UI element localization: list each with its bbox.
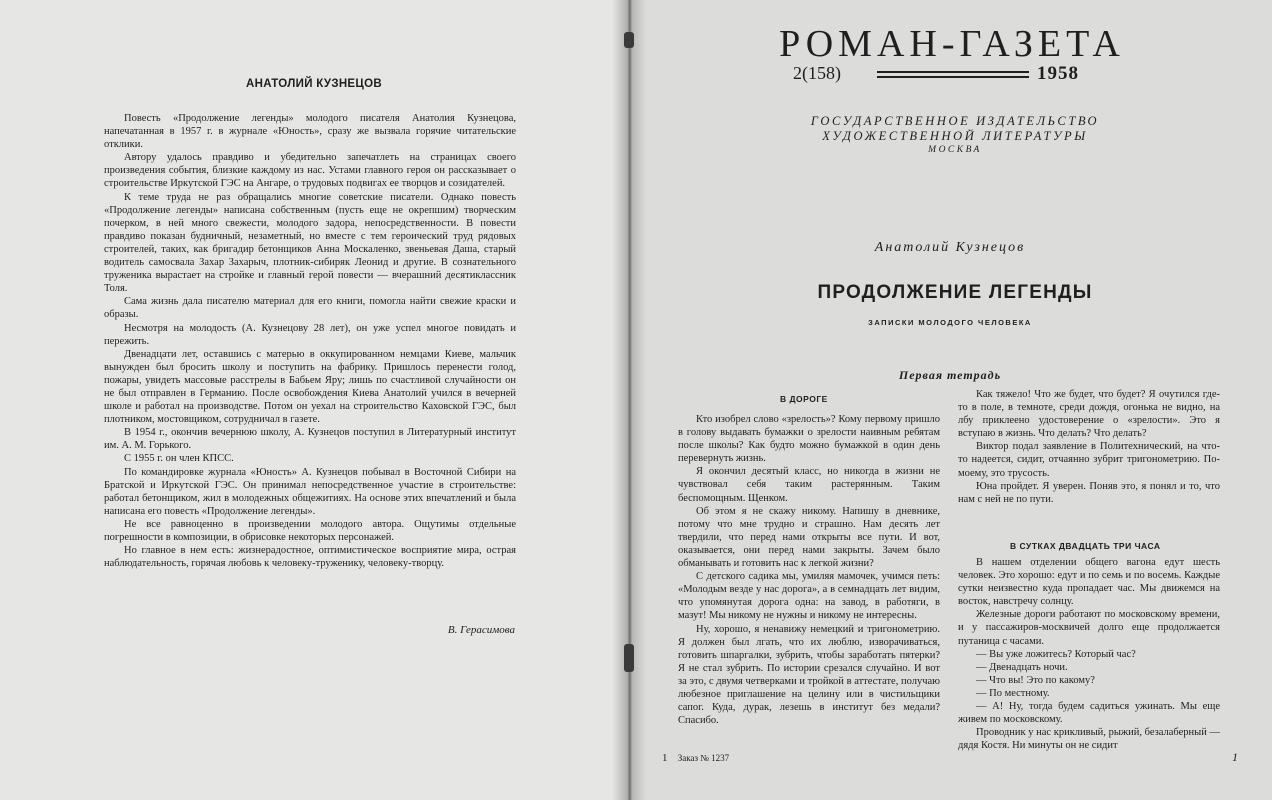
text-column-right xyxy=(958,388,1220,506)
paragraph: Я окончил десятый класс, но никогда в жизни не чувствовал себя таким растерянным. Таким беспомощным. Щенком. xyxy=(678,466,940,504)
binding-staple-top xyxy=(624,32,634,48)
section-heading: В ДОРОГЕ xyxy=(780,394,828,404)
signature-mark: 1 xyxy=(662,752,668,764)
left-author-heading: АНАТОЛИЙ КУЗНЕЦОВ xyxy=(246,78,382,90)
signature: В. Герасимова xyxy=(447,624,515,636)
paragraph: Не все равноценно в произведении молодого автора. Ощутимы отдельные погрешности в композиции, в обрисовке некоторых персонажей. xyxy=(104,518,516,543)
paragraph: Но главное в нем есть: жизнерадостное, оптимистическое восприятие мира, острая наблюдательность, горячая любовь к человеку-труженику, человеку-творцу. xyxy=(104,545,516,570)
text-column-right-continued xyxy=(958,556,1220,752)
notebook-heading: Первая тетрадь xyxy=(898,368,1002,382)
left-page-body xyxy=(104,112,516,570)
work-subtitle: ЗАПИСКИ МОЛОДОГО ЧЕЛОВЕКА xyxy=(868,318,1032,327)
paragraph: Как тяжело! Что же будет, что будет? Я очутился где-то в поле, в темноте, среди дождя, огонька не видно, на лбу приклеено удостоверение о «зрелости». Это я вступаю в жизнь. Что делать? Что делать? xyxy=(958,389,1220,440)
paragraph: — А! Ну, тогда будем садиться ужинать. Мы еще живем по московскому. xyxy=(958,701,1220,726)
publisher-line: ХУДОЖЕСТВЕННОЙ ЛИТЕРАТУРЫ xyxy=(822,128,1088,143)
paragraph: Виктор подал заявление в Политехнический, на что-то надеется, сидит, отчаянно зубрит тригонометрию. По-моему, это трусость. xyxy=(958,441,1220,479)
publisher-line: ГОСУДАРСТВЕННОЕ ИЗДАТЕЛЬСТВО xyxy=(810,114,1100,128)
section-heading: В СУТКАХ ДВАДЦАТЬ ТРИ ЧАСА xyxy=(1010,541,1161,551)
paragraph: Сама жизнь дала писателю материал для его книги, помогла найти свежие краски и образы. xyxy=(104,296,516,321)
paragraph: С детского садика мы, умиляя мамочек, учимся петь: «Молодым везде у нас дорога», а в семнадцать лет видим, что упомянутая дорога одна: на завод, в работяги, в мазут! Мы никому не нужны и никому не интересны. xyxy=(678,571,940,622)
issue-number: 2(158) xyxy=(793,63,841,83)
paragraph: Несмотря на молодость (А. Кузнецову 28 лет), он уже успел многое повидать и пережить. xyxy=(104,322,516,347)
paragraph: В 1954 г., окончив вечернюю школу, А. Кузнецов поступил в Литературный институт им. А. М. Горького. xyxy=(104,427,516,452)
masthead: РОМАН-ГАЗЕТА xyxy=(779,23,1125,65)
work-author: Анатолий Кузнецов xyxy=(874,240,1026,255)
paragraph: Железные дороги работают по московскому времени, и у пассажиров-москвичей долго еще продолжается путаница с часами. xyxy=(958,609,1220,647)
paragraph: По командировке журнала «Юность» А. Кузнецов побывал в Восточной Сибири на Братской и Иркутской ГЭС. Он принимал непосредственное участие в строительстве: работал бетонщиком, жил в молодежных общежитиях. На основе этих впечатлений и была написана его повесть «Продолжение легенды». xyxy=(104,466,516,517)
print-order: Заказ № 1237 xyxy=(677,753,730,763)
paragraph: — Вы уже ложитесь? Который час? xyxy=(976,648,1136,660)
paragraph: Кто изобрел слово «зрелость»? Кому первому пришло в голову выдавать бумажки о зрелости наивным ребятам после школы? Как будто можно бумажкой в один день перевернуть жизнь. xyxy=(678,414,940,465)
print-footer xyxy=(662,752,729,764)
paragraph: В нашем отделении общего вагона едут шесть человек. Это хорошо: едут и по семь и по восемь. Каждые сутки неизвестно куда пропадает час. Мы движемся на восток, навстречу солнцу. xyxy=(958,557,1220,608)
masthead-rule xyxy=(877,76,1029,78)
paragraph: Об этом я не скажу никому. Напишу в дневнике, потому что мне трудно и страшно. Нам десять лет твердили, что перед нами открыты все пути. И вот, оказывается, они перед нами закрыты. Зачем было обманывать и готовить нас к легкой жизни? xyxy=(678,505,940,570)
paragraph: Проводник у нас крикливый, рыжий, безалаберный — дядя Костя. Ни минуты он не сидит xyxy=(958,727,1220,752)
paragraph: — Двенадцать ночи. xyxy=(976,661,1068,673)
paragraph: Юна пройдет. Я уверен. Поняв это, я понял и то, что нам с ней не по пути. xyxy=(958,480,1220,505)
paragraph: — По местному. xyxy=(976,687,1050,699)
paragraph: — Что вы! Это по какому? xyxy=(976,674,1095,686)
publisher-city: МОСКВА xyxy=(928,145,982,155)
issue-year: 1958 xyxy=(1037,63,1079,84)
masthead-rule xyxy=(877,71,1029,73)
paragraph: С 1955 г. он член КПСС. xyxy=(124,453,234,465)
gutter-shadow xyxy=(612,0,646,800)
paragraph: К теме труда не раз обращались многие советские писатели. Однако повесть «Продолжение легенды» написана собственным (пусть еще не окрепшим) творческим почерком, в ней много свежести, молодого задора, непосредственности. В повести правдиво показан будничный, незаметный, но вместе с тем героический труд рядовых строителей, таких, как бригадир бетонщиков Анна Москаленко, звеньевая Даша, старый водитель самосвала Захар Захарыч, плотник-сибиряк Леонид и другие. В сознательного труженика вырастает на стройке и главный герой повести — вчерашний десятиклассник Толя. xyxy=(104,191,516,295)
text-column-left xyxy=(678,413,940,727)
work-title: ПРОДОЛЖЕНИЕ ЛЕГЕНДЫ xyxy=(817,282,1093,303)
paragraph: Ну, хорошо, я ненавижу немецкий и тригонометрию. Я должен был лгать, что их люблю, изворачиваться, готовить шпаргалки, зубрить, чтобы заработать пятерки? Я не стал зубрить. По истории срезался случайно. И вот за это, с двумя четверками и тройкой в аттестате, получаю любезное приглашение на целину или в чистильщики сапог. Куда, дурак, лезешь в институт без медали? Спасибо. xyxy=(678,623,940,727)
binding-staple-bottom xyxy=(624,644,634,672)
paragraph: Двенадцати лет, оставшись с матерью в оккупированном немцами Киеве, мальчик вынужден был бросить школу и поступить на фабрику. Пришлось перенести голод, пожары, увидеть массовые расстрелы в Бабьем Яру; лишь по счастливой случайности он не был отправлен в Германию. После освобождения Киева Анатолий учился в вечерней школе и работал на производстве. Потом он уехал на строительство Каховской ГЭС, был плотником, мостовщиком, сотрудничал в газете. xyxy=(104,348,516,426)
paragraph: Повесть «Продолжение легенды» молодого писателя Анатолия Кузнецова, напечатанная в 1957 г. в журнале «Юность», сразу же вызвала горячие читательские отклики. xyxy=(104,113,516,151)
page-number: 1 xyxy=(1232,750,1238,764)
paragraph: Автору удалось правдиво и убедительно запечатлеть на страницах своего произведения события, близкие каждому из нас. Устами главного героя он рассказывает о строительстве Иркутской ГЭС на Ангаре, о трудовых подвигах ее творцов и созидателей. xyxy=(104,152,516,190)
publisher xyxy=(770,114,1140,158)
